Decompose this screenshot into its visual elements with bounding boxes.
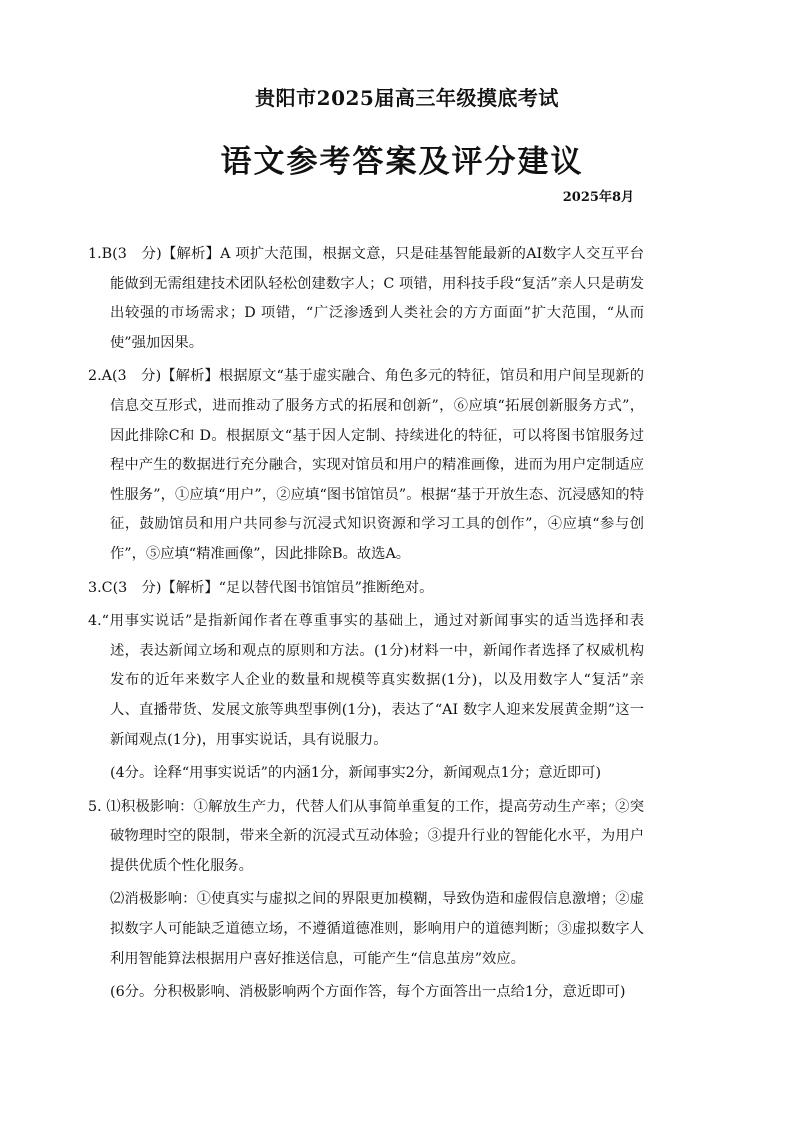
document-title: 语文参考答案及评分建议	[220, 144, 584, 180]
answer-5-negative: ⑵消极影响：①使真实与虚拟之间的界限更加模糊，导致伪造和虚假信息激增；②虚拟数字人可能缺乏道德立场，不遵循道德准则，影响用户的道德判断；③虚拟数字人利用智能算法根据用户喜好推送信息，可能产生“信息茧房”效应。	[110, 891, 644, 967]
answer-3: 3.C(3 分)【解析】“足以替代图书馆馆员”推断绝对。	[88, 579, 434, 596]
answer-2: 2.A(3 分)【解析】根据原文“基于虚实融合、角色多元的特征，馆员和用户间呈现新的信息交互形式，进而推动了服务方式的拓展和创新”，⑥应填“拓展创新服务方式”，因此排除C和 D。根据原文“基于因人定制、持续进化的特征，可以将图书馆服务过程中产生的数据进行充分融合，实现对馆员和用户的精准画像，进而为用户定制适应性服务”，①应填“用户”，②应填“图书馆馆员”。根据“基于开放生态、沉浸感知的特征，鼓励馆员和用户共同参与沉浸式知识资源和学习工具的创作”，④应填“参与创作”，⑤应填“精准画像”，因此排除B。故选A。	[88, 368, 644, 562]
answer-content	[88, 240, 644, 1012]
document-date: 2025年8月	[562, 190, 634, 205]
answer-1: 1.B(3 分)【解析】A 项扩大范围，根据文意，只是硅基智能最新的AI数字人交互平台能做到无需组建技术团队轻松创建数字人；C 项错，用科技手段“复活”亲人只是萌发出较强的市场需求；D 项错，“广泛渗透到人类社会的方方面面”扩大范围，“从而使”强加因果。	[88, 246, 644, 351]
exam-title: 贵阳市2025届高三年级摸底考试	[255, 86, 559, 110]
answer-5-scoring-note: (6分。分积极影响、消极影响两个方面作答，每个方面答出一点给1分，意近即可)	[110, 984, 626, 1001]
answer-4: 4.“用事实说话”是指新闻作者在尊重事实的基础上，通过对新闻事实的适当选择和表述，表达新闻立场和观点的原则和方法。(1分)材料一中，新闻作者选择了权威机构发布的近年来数字人企业的数量和规模等真实数据(1分)，以及用数字人“复活”亲人、直播带货、发展文旅等典型事例(1分)，表达了“AI 数字人迎来发展黄金期”这一新闻观点(1分)，用事实说话，具有说服力。	[88, 613, 644, 748]
answer-4-scoring-note: (4分。诠释“用事实说话”的内涵1分，新闻事实2分，新闻观点1分；意近即可)	[110, 765, 602, 782]
answer-5-positive: 5. ⑴积极影响：①解放生产力，代替人们从事简单重复的工作，提高劳动生产率；②突破物理时空的限制，带来全新的沉浸式互动体验；③提升行业的智能化水平，为用户提供优质个性化服务。	[88, 798, 644, 874]
